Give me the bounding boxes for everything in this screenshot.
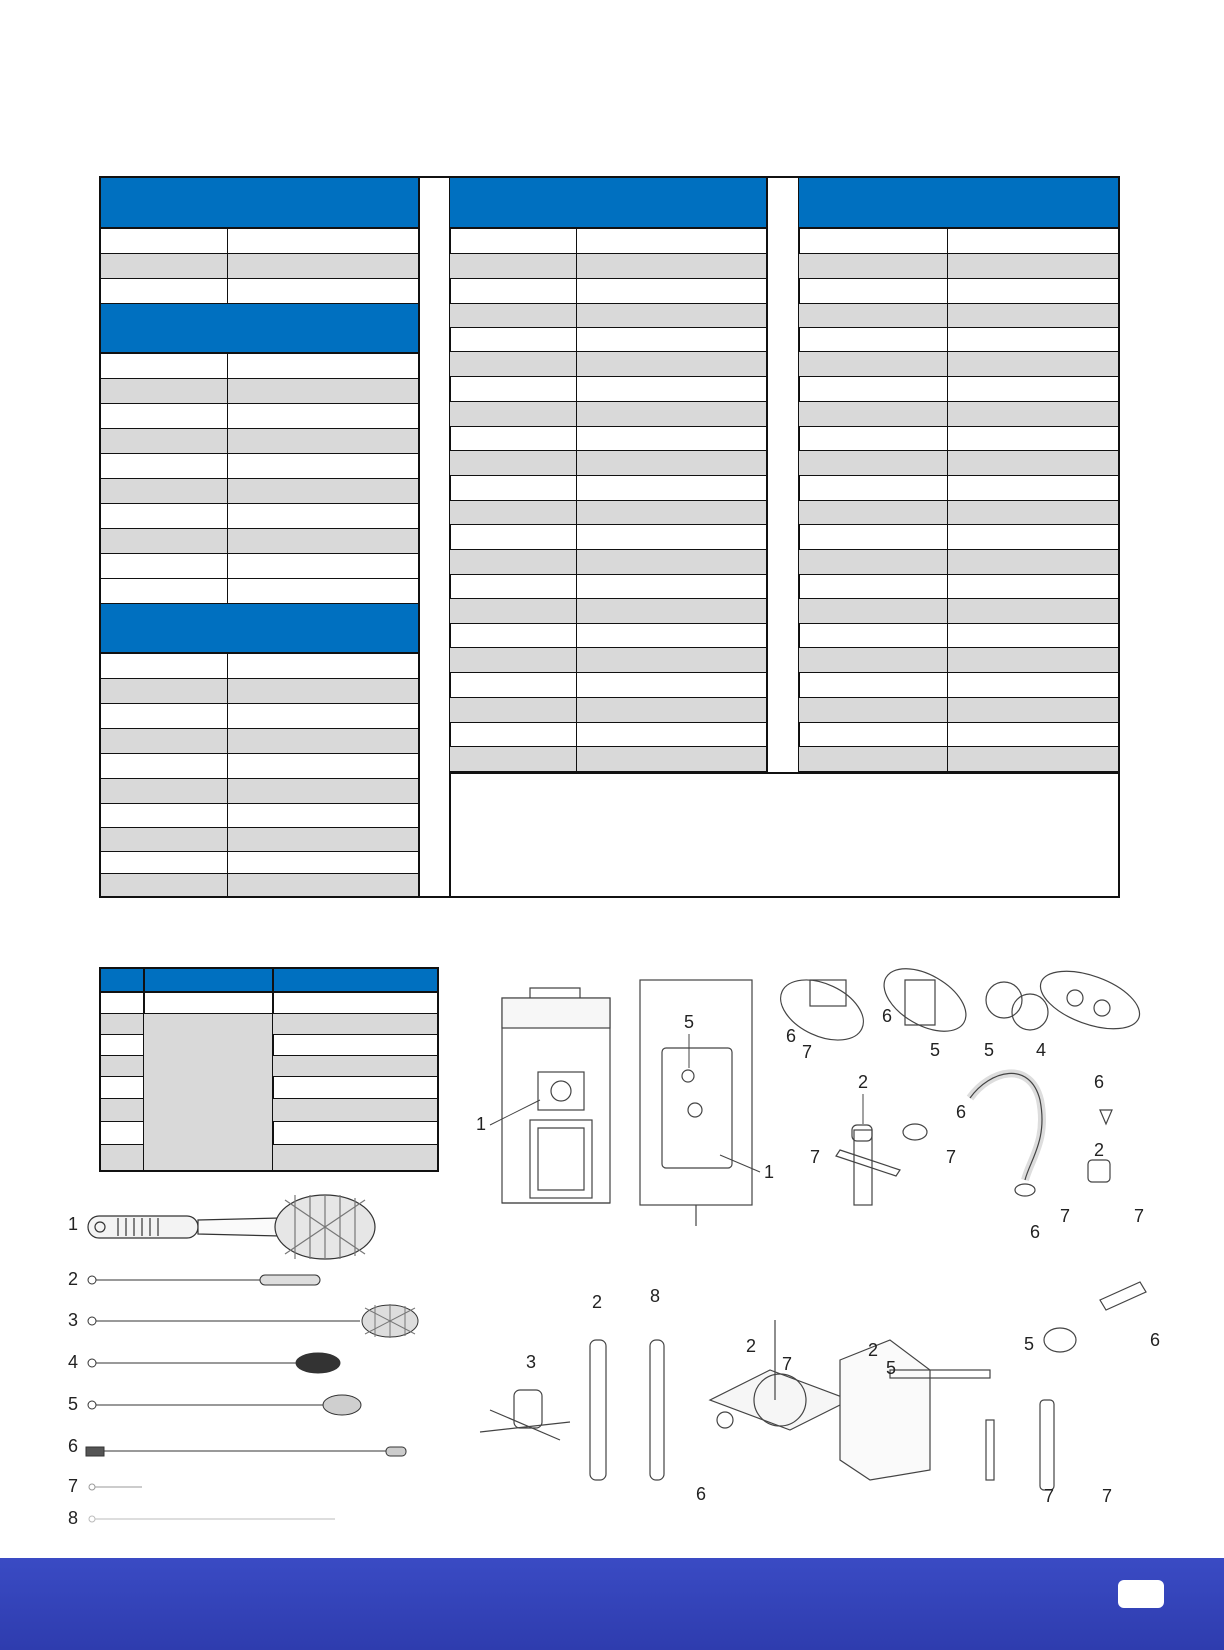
door-assembly-drawing — [840, 1340, 990, 1480]
callout-gear-4: 4 — [1036, 1040, 1047, 1060]
callout-beater-3: 3 — [526, 1352, 537, 1372]
callout-spout-7a: 7 — [1060, 1206, 1071, 1226]
notes-area — [451, 774, 1118, 896]
callout-machine-side-5: 5 — [684, 1012, 695, 1032]
spout-drawing — [970, 1073, 1112, 1196]
callout-spout-6c: 6 — [1030, 1222, 1041, 1242]
table-column-1 — [101, 178, 418, 896]
callout-machine-side-1: 1 — [764, 1162, 775, 1182]
rod-drawing — [836, 1124, 927, 1205]
callout-spout-6b: 6 — [956, 1102, 967, 1122]
table-column-2 — [450, 178, 766, 772]
callout-shaft-2: 2 — [592, 1292, 603, 1312]
callout-valve-2: 2 — [746, 1336, 757, 1356]
brush-label-8: 8 — [68, 1508, 79, 1528]
callout-valve-7: 7 — [782, 1354, 793, 1374]
page-number-box — [1118, 1580, 1164, 1608]
brush-label-3: 3 — [68, 1310, 79, 1330]
cleaning-brushes-illustration — [60, 1180, 440, 1540]
machine-parts-illustration — [470, 960, 1200, 1550]
callout-misc-7b: 7 — [1102, 1486, 1113, 1506]
callout-spout-2: 2 — [1094, 1140, 1105, 1160]
brush-label-2: 2 — [68, 1269, 79, 1289]
machine-side-drawing — [640, 980, 752, 1226]
column-2-header — [450, 178, 766, 229]
column-3-header — [799, 178, 1118, 229]
page-footer — [0, 1558, 1224, 1650]
brush-label-1: 1 — [68, 1214, 79, 1234]
callout-gear-5a: 5 — [930, 1040, 941, 1060]
beater-drawing — [480, 1390, 570, 1440]
callout-rod-7a: 7 — [810, 1147, 821, 1167]
callout-door-2: 2 — [868, 1340, 879, 1360]
callout-misc-7a: 7 — [1044, 1486, 1055, 1506]
brush-7-icon — [89, 1484, 142, 1490]
callout-rod-2: 2 — [858, 1072, 869, 1092]
parts-table — [99, 176, 1120, 898]
callout-gear-5b: 5 — [984, 1040, 995, 1060]
valve-assembly-drawing — [710, 1320, 850, 1430]
callout-shaft-8: 8 — [650, 1286, 661, 1306]
brush-6-icon — [86, 1447, 406, 1456]
brush-8-icon — [89, 1516, 335, 1522]
callout-spout-7b: 7 — [1134, 1206, 1145, 1226]
gear-parts-drawing — [771, 960, 1147, 1052]
callout-valve-6: 6 — [696, 1484, 707, 1504]
column-1-header — [101, 178, 418, 229]
table-column-3 — [799, 178, 1118, 772]
callout-rod-7b: 7 — [946, 1147, 957, 1167]
brush-label-5: 5 — [68, 1394, 79, 1414]
brush-label-4: 4 — [68, 1352, 79, 1372]
brush-5-icon — [88, 1395, 361, 1415]
callout-spout-6a: 6 — [1094, 1072, 1105, 1092]
callout-machine-front-1: 1 — [476, 1114, 487, 1134]
callout-misc-6: 6 — [1150, 1330, 1161, 1350]
column-1-subheader-2 — [101, 604, 418, 654]
machine-front-drawing — [502, 988, 610, 1203]
brush-label-6: 6 — [68, 1436, 79, 1456]
legend-table — [99, 967, 439, 1172]
callout-gear-6a: 6 — [786, 1026, 797, 1046]
brush-2-icon — [88, 1275, 320, 1285]
misc-parts-drawing — [986, 1282, 1146, 1490]
callout-gear-7: 7 — [802, 1042, 813, 1062]
brush-4-icon — [88, 1353, 340, 1373]
brush-3-icon — [88, 1304, 418, 1338]
brush-1-icon — [88, 1195, 375, 1259]
brush-label-7: 7 — [68, 1476, 79, 1496]
callout-gear-6b: 6 — [882, 1006, 893, 1026]
callout-door-5: 5 — [886, 1358, 897, 1378]
shafts-drawing — [590, 1340, 664, 1480]
callout-misc-5: 5 — [1024, 1334, 1035, 1354]
column-1-subheader-1 — [101, 304, 418, 354]
legend-merged-cell — [144, 1014, 272, 1170]
legend-header — [101, 969, 437, 993]
